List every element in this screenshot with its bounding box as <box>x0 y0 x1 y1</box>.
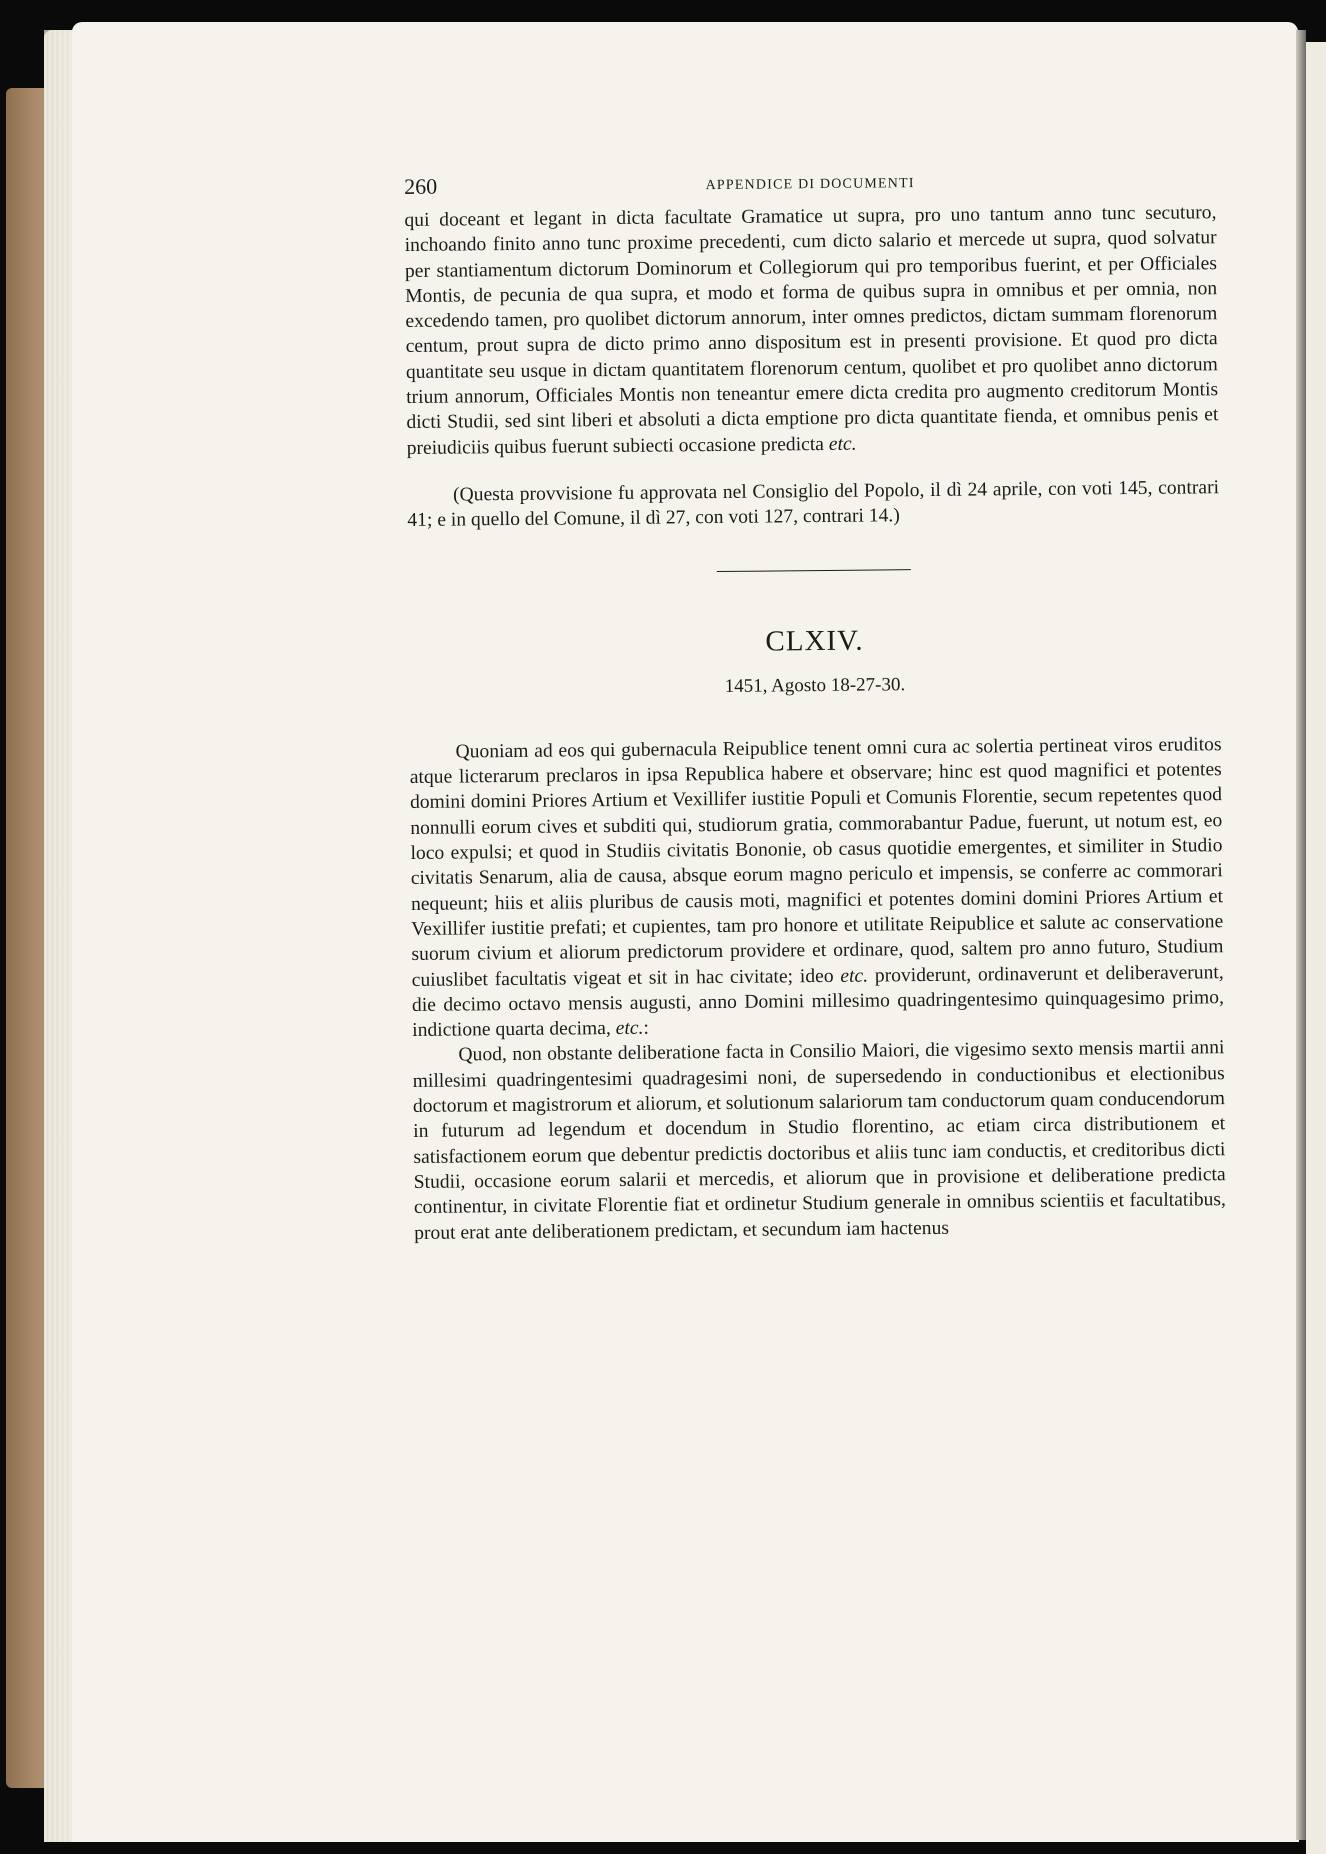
gutter-shadow <box>1296 30 1306 1840</box>
continuation-text: qui doceant et legant in dicta facultate Gramatice ut supra, pro uno tantum anno tunc secuturo, inchoando finito anno tunc proxime precedenti, cum dicto salario et mercede ut supra, quod solvatur per stantiamentum dictorum Dominorum et Collegiorum qui pro temporibus fuerint, et per Officiales Montis, de pecunia de qua supra, et modo et forma de quibus supra in omnibus et per omnia, non excedendo tamen, pro quolibet dictorum annorum, inter omnes predictos, dictam summam florenorum centum, prout supra de dicto primo anno dispositum est in presenti provisione. Et quod pro dicta quantitate seu usque in dictam quantitatem florenorum centum, quolibet et pro quolibet anno dictorum trium annorum, Officiales Montis non teneantur emere dicta credita pro augmento creditorum Montis dicti Studii, sed sint liberi et absoluti a dicta emptione pro dicta quantitate fienda, et omnibus penis et preiudiciis quibus fuerunt subiecti occasione predicta <box>404 202 1219 459</box>
document-number: CLXIV. <box>765 624 864 658</box>
paragraph-1-part-1: Quoniam ad eos qui gubernacula Reipublice tenent omni cura ac solertia pertineat viros eruditos atque licterarum preclaros in ipsa Republica habere et observare; hinc est quod magnifici et potentes domini domini Priores Artium et Vexillifer iustitie Populi et Comunis Florentie, secum repetentes quod nonnulli eorum cives et subditi qui, studiorum gratia, commorabantur Padue, fuerunt, ut notum est, eo loco expulsi; et quod in Studiis civitatis Bononie, ob casus quotidie emergentes, et similiter in Studio civitatis Senarum, alia de causa, absque eorum magno periculo et impensis, se conferre ac commorari nequeunt; hiis et aliis pluribus de causis moti, magnifici et potentes domini domini Priores Artium et Vexillifer iustitie prefati; et cupientes, tam pro honore et utilitate Reipublice et salute ac conservatione suorum civium et aliorum predictorum providere et ordinare, quod, saltem pro anno futuro, Studium cuiuslibet facultatis vigeat et sit in hac civitate; ideo <box>409 734 1224 991</box>
paragraph-1-part-3: : <box>643 1017 650 1039</box>
continuation-etc: etc. <box>828 433 857 455</box>
page-text-block <box>404 166 1226 1246</box>
continuation-paragraph <box>404 200 1218 461</box>
paragraph-1-etc-2: etc. <box>615 1017 644 1040</box>
document-paragraph-1 <box>409 732 1224 1043</box>
document-paragraph-2: Quod, non obstante deliberatione facta in Consilio Maiori, die vigesimo sexto mensis martii anni millesimi quadringentesimi quadragesimi noni, de supersedendo in conductionibus et electionibus doctorum et magistrorum et aliorum, et solutionum salariorum tam conductorum quam conducendorum in futurum ad legendum et docendum in Studio florentino, ac etiam circa distributionem et satisfactionem eorum que debentur predictis doctoribus et aliis tunc iam conductis, et creditoribus dicti Studii, occasione eorum salarii et mercedis, et aliorum que in provisione et deliberatione predicta continentur, in civitate Florentie fiat et ordinetur Studium generale in omnibus scientiis et facultatibus, prout erat ante deliberationem predictam, et secundum iam hactenus <box>412 1037 1226 1244</box>
facing-page-strip <box>1306 42 1326 1854</box>
page-number: 260 <box>404 173 438 199</box>
approval-note: (Questa provvisione fu approvata nel Consiglio del Popolo, il dì 24 aprile, con voti 145, contrari 41; e in quello del Comune, il dì 27, con voti 127, contrari 14.) <box>407 477 1220 532</box>
running-title: APPENDICE DI DOCUMENTI <box>705 176 915 194</box>
section-divider <box>717 569 911 572</box>
paragraph-1-etc-1: etc. <box>840 965 869 987</box>
paragraph-1-part-2: providerunt, ordinaverunt et deliberaverunt, die decimo octavo mensis augusti, anno Domini millesimo quadringentesimo quinquagesimo primo, indictione quarta decima, <box>411 961 1225 1042</box>
document-date: 1451, Agosto 18-27-30. <box>724 673 906 697</box>
